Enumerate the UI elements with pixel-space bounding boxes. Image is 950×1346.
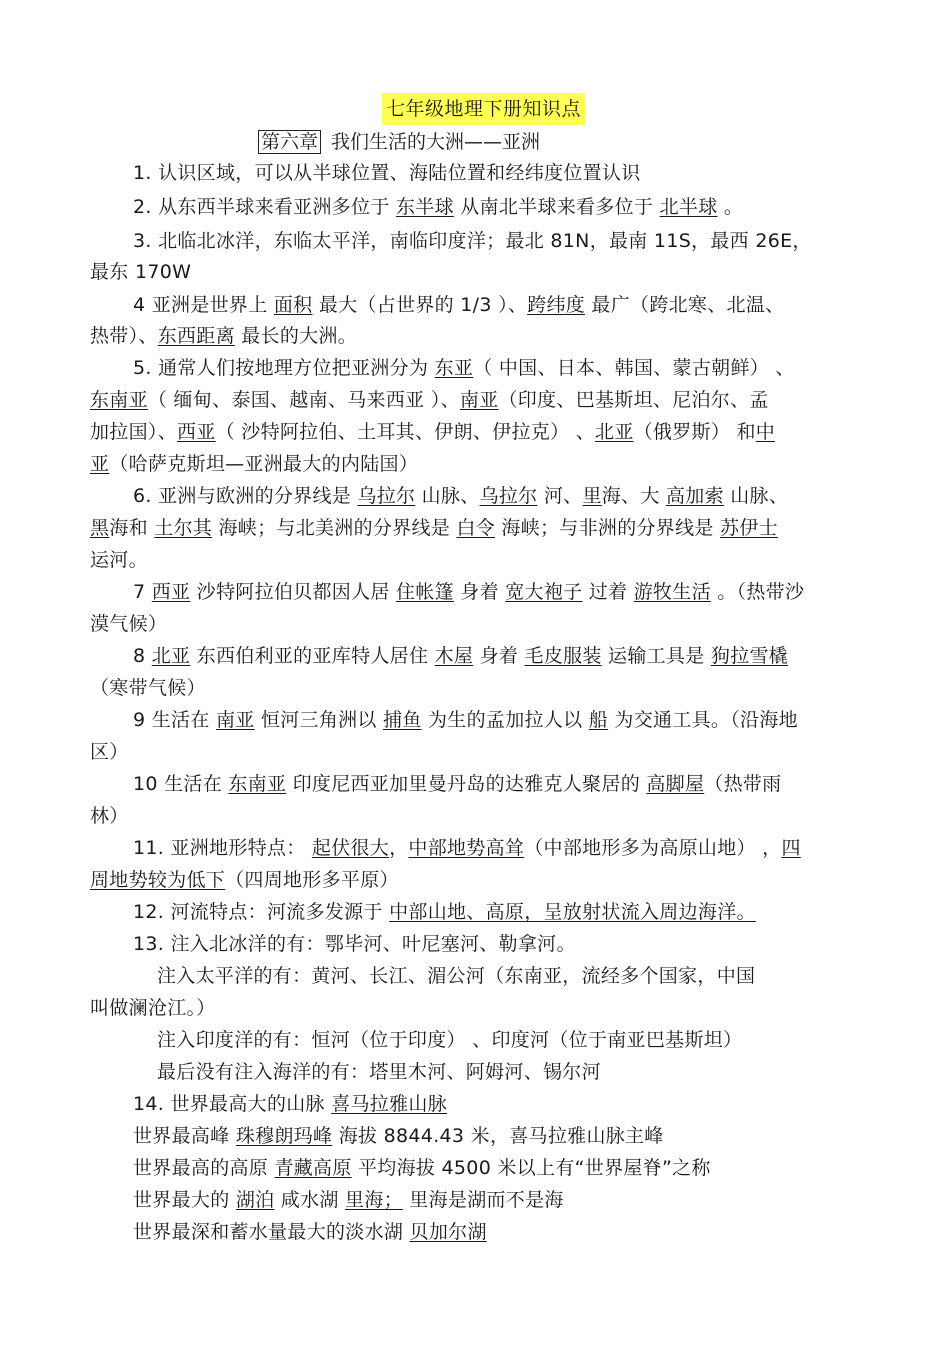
underlined-term: 湖泊	[235, 1189, 275, 1211]
text-line	[90, 547, 862, 573]
text-segment: 世界最高峰	[133, 1125, 236, 1147]
text-segment: （印度、巴基斯坦、尼泊尔、孟	[498, 389, 769, 411]
text-segment: 身着	[453, 581, 506, 603]
underlined-term: 贝加尔湖	[409, 1221, 487, 1243]
underlined-term: 船	[588, 709, 609, 731]
text-segment: 10 生活在	[133, 773, 229, 795]
underlined-term: 跨纬度	[527, 294, 586, 316]
text-segment: 最广（跨北寒、北温、	[585, 294, 785, 316]
underlined-term: 西亚	[177, 421, 216, 443]
text-segment: 从南北半球来看多位于	[453, 196, 660, 218]
text-segment: 12. 河流特点：河流多发源于	[133, 901, 390, 923]
text-segment: 为交通工具。（沿海地	[608, 709, 798, 731]
text-line	[90, 515, 862, 541]
text-segment: 世界最高的高原	[133, 1157, 275, 1179]
text-segment: 最后没有注入海洋的有：塔里木河、阿姆河、锡尔河	[157, 1061, 601, 1083]
text-line	[133, 931, 905, 957]
underlined-term: 东南亚	[90, 389, 148, 411]
text-line	[133, 1187, 905, 1213]
text-segment: 注入太平洋的有：黄河、长江、湄公河（东南亚，流经多个国家，中国	[157, 965, 756, 987]
text-segment: 1. 认识区域，可以从半球位置、海陆位置和经纬度位置认识	[133, 162, 641, 184]
text-line	[157, 1027, 929, 1053]
underlined-term: 北亚	[595, 421, 634, 443]
text-segment: 热带）、	[90, 325, 158, 347]
text-line	[133, 483, 905, 509]
text-segment: 世界最深和蓄水量最大的淡水湖	[133, 1221, 410, 1243]
text-segment: （哈萨克斯坦—亚洲最大的内陆国）	[109, 453, 419, 475]
underlined-term: 里海；	[345, 1189, 403, 1211]
underlined-term: 北半球	[659, 196, 718, 218]
underlined-term: 珠穆朗玛峰	[235, 1125, 333, 1147]
underlined-term: 西亚	[151, 581, 191, 603]
text-segment: 注入印度洋的有：恒河（位于印度） 、印度河（位于南亚巴基斯坦）	[157, 1029, 743, 1051]
underlined-term: 东西距离	[157, 325, 235, 347]
text-segment: 山脉、	[723, 485, 789, 507]
text-line	[133, 579, 905, 605]
underlined-term: 中	[755, 421, 776, 443]
text-segment: 。	[717, 196, 744, 218]
chapter-title: 我们生活的大洲——亚洲	[331, 131, 541, 153]
text-segment: 海、大	[601, 485, 666, 507]
text-segment: （寒带气候）	[90, 677, 206, 699]
text-segment: 区）	[90, 741, 129, 763]
text-segment: 最长的大洲。	[234, 325, 358, 347]
text-line	[133, 643, 905, 669]
underlined-term: 南亚	[215, 709, 255, 731]
chapter-heading	[258, 128, 540, 156]
text-segment: （四周地形多平原）	[225, 869, 399, 891]
text-segment: 2. 从东西半球来看亚洲多位于	[133, 196, 397, 218]
text-line	[133, 1155, 905, 1181]
text-line	[90, 867, 862, 893]
text-segment: 5. 通常人们按地理方位把亚洲分为	[133, 357, 435, 379]
underlined-term: 捕鱼	[383, 709, 422, 731]
text-segment: 平均海拔 4500 米以上有“世界屋脊”之称	[351, 1157, 711, 1179]
text-line	[133, 1123, 905, 1149]
text-segment: 林）	[90, 805, 129, 827]
text-line	[133, 355, 905, 381]
text-segment: 里海是湖而不是海	[402, 1189, 564, 1211]
text-line	[133, 899, 905, 925]
text-segment: 运河。	[90, 549, 148, 571]
underlined-term: 土尔其	[154, 517, 213, 539]
text-segment: 河、	[537, 485, 583, 507]
underlined-term: 亚	[90, 453, 110, 475]
text-segment: 恒河三角洲以	[254, 709, 384, 731]
underlined-term: 东亚	[434, 357, 474, 379]
underlined-term: 中部山地、高原，呈放射状流入周边海洋。	[389, 901, 756, 923]
text-segment: 海拔 8844.43 米，喜马拉雅山脉主峰	[332, 1125, 664, 1147]
text-segment: 漠气候）	[90, 613, 168, 635]
text-segment: 最大（占世界的 1/3 ）、	[312, 294, 528, 316]
text-line	[133, 835, 905, 861]
underlined-term: 东半球	[396, 196, 454, 218]
underlined-term: 北亚	[151, 645, 191, 667]
text-line	[133, 1091, 905, 1117]
text-segment: 6. 亚洲与欧洲的分界线是	[133, 485, 358, 507]
underlined-term: 游牧生活	[633, 581, 711, 603]
text-segment: （俄罗斯） 和	[633, 421, 756, 443]
text-line	[133, 1219, 905, 1245]
text-line	[133, 707, 905, 733]
text-line	[90, 675, 862, 701]
underlined-term: 狗拉雪橇	[710, 645, 789, 667]
text-segment: （热带雨	[704, 773, 782, 795]
underlined-term: 木屋	[434, 645, 474, 667]
underlined-term: 乌拉尔	[479, 485, 538, 507]
text-line	[133, 771, 905, 797]
underlined-term: 乌拉尔	[357, 485, 416, 507]
underlined-term: 高脚屋	[646, 773, 705, 795]
underlined-term: 苏伊士	[720, 517, 778, 539]
text-segment: 世界最大的	[133, 1189, 236, 1211]
underlined-term: 青藏高原	[274, 1157, 352, 1179]
text-segment: 为生的孟加拉人以	[421, 709, 589, 731]
text-line	[90, 259, 862, 285]
text-segment: 。（热带沙	[710, 581, 805, 603]
text-segment: 咸水湖	[274, 1189, 346, 1211]
text-segment: 身着	[473, 645, 525, 667]
text-segment: 叫做澜沧江。）	[90, 997, 216, 1019]
text-line	[133, 194, 905, 220]
text-segment: （中部地形多为高原山地） ，	[524, 837, 782, 859]
text-segment: 海峡；与非洲的分界线是	[495, 517, 721, 539]
underlined-term: 喜马拉雅山脉	[331, 1093, 448, 1115]
underlined-term: 南亚	[459, 389, 499, 411]
text-line	[157, 1059, 929, 1085]
text-segment: ，	[389, 837, 409, 859]
text-line	[90, 323, 862, 349]
underlined-term: 住帐篷	[396, 581, 454, 603]
underlined-term: 里	[582, 485, 602, 507]
text-segment: 最东 170W	[90, 261, 192, 283]
text-segment: 11. 亚洲地形特点：	[133, 837, 312, 859]
text-segment: 运输工具是	[601, 645, 711, 667]
text-segment: 海和	[109, 517, 155, 539]
text-segment: （ 中国、日本、韩国、蒙古朝鲜） 、	[473, 357, 795, 379]
text-line	[90, 611, 862, 637]
text-line	[90, 739, 862, 765]
text-segment: （ 缅甸、泰国、越南、马来西亚 ）、	[147, 389, 460, 411]
underlined-term: 毛皮服装	[524, 645, 602, 667]
text-segment: （ 沙特阿拉伯、土耳其、伊朗、伊拉克） 、	[215, 421, 596, 443]
text-segment: 海峡；与北美洲的分界线是	[212, 517, 457, 539]
text-line	[90, 803, 862, 829]
text-line	[90, 419, 862, 445]
underlined-term: 宽大袍子	[505, 581, 583, 603]
underlined-term: 中部地势高耸	[408, 837, 525, 859]
text-line	[90, 995, 862, 1021]
text-segment: 7	[133, 581, 152, 603]
text-segment: 3. 北临北冰洋，东临太平洋，南临印度洋；最北 81N，最南 11S，最西 26E，	[133, 230, 812, 252]
text-segment: 山脉、	[415, 485, 480, 507]
underlined-term: 面积	[273, 294, 313, 316]
underlined-term: 东南亚	[228, 773, 287, 795]
text-segment: 13. 注入北冰洋的有：鄂毕河、叶尼塞河、勒拿河。	[133, 933, 576, 955]
text-segment: 4 亚洲是世界上	[133, 294, 274, 316]
text-line	[90, 451, 862, 477]
text-segment: 过着	[582, 581, 634, 603]
underlined-term: 白令	[456, 517, 496, 539]
text-segment: 加拉国）、	[90, 421, 178, 443]
text-segment: 14. 世界最高大的山脉	[133, 1093, 332, 1115]
text-line	[133, 160, 905, 186]
underlined-term: 高加索	[666, 485, 724, 507]
text-segment: 沙特阿拉伯贝都因人居	[190, 581, 397, 603]
chapter-label: 第六章	[258, 130, 321, 154]
text-segment: 8	[133, 645, 152, 667]
text-segment: 印度尼西亚加里曼丹岛的达雅克人聚居的	[286, 773, 647, 795]
underlined-term: 四	[781, 837, 801, 859]
text-line	[90, 387, 862, 413]
text-segment: 9 生活在	[133, 709, 216, 731]
text-line	[157, 963, 929, 989]
page-title: 七年级地理下册知识点	[382, 93, 585, 125]
underlined-term: 起伏很大	[311, 837, 390, 859]
text-line	[133, 292, 905, 318]
text-line	[133, 228, 905, 254]
text-segment: 东西伯利亚的亚库特人居住	[190, 645, 435, 667]
underlined-term: 黑	[90, 517, 110, 539]
underlined-term: 周地势较为低下	[90, 869, 226, 891]
